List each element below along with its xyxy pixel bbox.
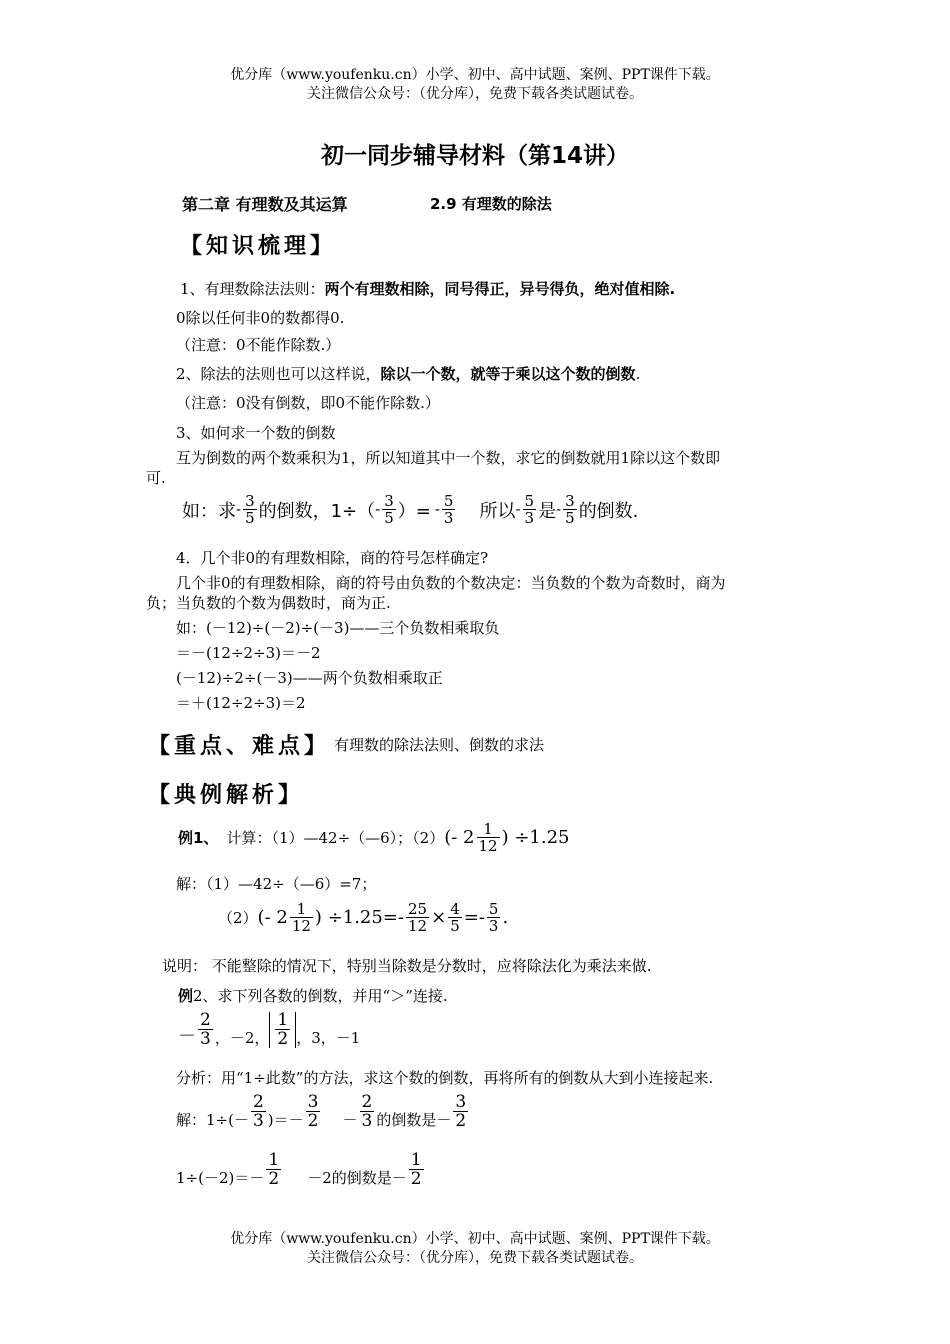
sol1-label: （2） [218,909,258,927]
ex-de-daoshu-2: 的倒数. [578,501,639,522]
keypoints-heading: 【重点、难点】 [148,734,331,759]
minus-sign: - [375,502,381,518]
sol2-b1: 1÷(－2)＝－ [176,1169,265,1187]
numerator: 2 [252,1092,264,1112]
fraction-2-3 [360,1094,375,1130]
denominator: 2 [410,1169,422,1189]
minus-sign: - [236,502,242,518]
item-4: 4．几个非0的有理数相除，商的符号怎样确定? [176,549,489,567]
fraction-1-12 [477,822,500,854]
numerator: 3 [245,492,255,510]
solution-1-line-2 [218,902,508,934]
denominator: 2 [307,1111,319,1131]
fraction-2-3 [198,1012,213,1048]
rule-2-end: . [635,365,641,383]
note-1: （注意：0不能作除数.） [176,336,341,354]
ex-shi: 是 [538,501,557,522]
page-title: 初一同步辅导材料（第14讲） [320,143,629,169]
sol1-open: (- 2 [257,907,288,928]
numerator: 5 [488,900,499,918]
sol2-b2: －2的倒数是－ [307,1169,407,1187]
denominator: 12 [291,917,311,935]
rule-1-bold: 两个有理数相除，同号得正，异号得负，绝对值相除. [324,280,676,298]
numerator: 5 [524,492,535,510]
numerator: 3 [384,492,394,510]
denominator: 3 [443,509,454,527]
period: . [502,907,509,928]
solution-2-line-2 [176,1152,426,1188]
rule-2-bold: 除以一个数，就等于乘以这个数的倒数 [380,365,636,383]
footer-line-2: 关注微信公众号：（优分库），免费下载各类试题试卷。 [307,1250,643,1266]
ex2-minus: － [178,1026,196,1047]
denominator: 2 [277,1029,289,1049]
footer-line-1: 优分库（www.youfenku.cn）小学、初中、高中试题、案例、PPT课件下载。 [230,1231,720,1247]
section-label: 2.9 有理数的除法 [430,195,552,213]
fraction-5-3 [442,494,456,526]
denominator: 2 [268,1169,280,1189]
keypoints-row [148,729,544,760]
denominator: 3 [200,1029,211,1049]
denominator: 12 [478,837,498,855]
fraction-5-3 [523,494,537,526]
denominator: 3 [524,509,535,527]
note-explanation: 说明： 不能整除的情况下，特别当除数是分数时，应将除法化为乘法来做. [162,957,652,975]
absolute-value [269,1012,296,1048]
item-3-text-b: 可. [146,469,166,487]
fraction-4-5 [448,902,462,934]
fraction-5-3 [487,902,501,934]
numerator: 2 [200,1010,211,1030]
denominator: 5 [450,917,460,935]
equals-minus: =- [463,907,485,928]
ex1-expr-close: ) ÷1.25 [501,827,570,848]
sol1-mid: ) ÷1.25=- [314,907,404,928]
fraction-3-5 [243,494,257,526]
numerator: 1 [268,1150,280,1170]
knowledge-heading: 【知识梳理】 [180,234,337,259]
denominator: 3 [252,1111,264,1131]
denominator: 3 [488,917,499,935]
fraction-1-2 [266,1152,281,1188]
numerator: 1 [410,1150,422,1170]
ex-paren-close: ）= [397,501,431,522]
ex2-end: ，3，－1 [296,1029,361,1047]
header-line-2: 关注微信公众号：（优分库），免费下载各类试题试卷。 [307,86,643,102]
sol2-a4: 的倒数是－ [376,1111,452,1129]
reciprocal-example [182,494,638,526]
item-4-text-a: 几个非0的有理数相除，商的符号由负数的个数决定：当负数的个数为奇数时，商为 [176,574,726,592]
sol2-a2: )＝－ [267,1111,304,1129]
analysis: 分析：用“1÷此数”的方法，求这个数的倒数，再将所有的倒数从大到小连接起来. [176,1069,714,1087]
denominator: 5 [565,509,575,527]
fraction-1-2 [275,1012,290,1048]
minus-sign: - [434,502,440,518]
solution-2-line-1 [176,1094,470,1130]
ex-suoyi: 所以 [479,501,516,522]
fraction-3-2 [453,1094,468,1130]
calc-line-4: ＝＋(12÷2÷3)＝2 [176,694,306,712]
numerator: 3 [565,492,575,510]
zero-rule: 0除以任何非0的数都得0. [176,309,345,327]
sol2-a3: － [342,1111,358,1129]
ex2-label: 例 [178,987,194,1005]
numerator: 5 [443,492,454,510]
numerator: 25 [408,900,428,918]
item-3: 3、如何求一个数的倒数 [176,424,336,442]
numerator: 1 [277,1010,289,1030]
denominator: 12 [408,917,428,935]
fraction-3-5 [382,494,396,526]
header-line-1: 优分库（www.youfenku.cn）小学、初中、高中试题、案例、PPT课件下载。 [230,67,720,83]
denominator: 5 [384,509,394,527]
item-4-text-b: 负；当负数的个数为偶数时，商为正. [146,594,391,612]
minus-sign: - [556,502,562,518]
ex1-expr-open: (- 2 [444,827,475,848]
ex2-text: 2、求下列各数的倒数，并用“＞”连接. [193,987,448,1005]
ex2-mid: ，－2， [214,1029,270,1047]
examples-heading: 【典例解析】 [148,783,305,808]
fraction-25-12 [406,902,429,934]
fraction-1-12 [290,902,313,934]
ex1-label: 例1、 [178,829,219,847]
numerator: 4 [450,900,460,918]
example-2-list [178,1012,360,1048]
numerator: 3 [455,1092,467,1112]
sol2-a1: 解：1÷(－ [176,1111,249,1129]
numerator: 2 [361,1092,373,1112]
fraction-3-2 [306,1094,321,1130]
example-1 [178,822,570,854]
item-3-text-a: 互为倒数的两个数乘积为1，所以知道其中一个数，求它的倒数就用1除以这个数即 [176,449,721,467]
numerator: 1 [483,820,493,838]
ex1-text: 计算：（1）—42÷（—6）；（2） [226,829,445,847]
keypoints-text: 有理数的除法法则、倒数的求法 [334,735,545,754]
denominator: 3 [361,1111,373,1131]
calc-line-1: 如：(－12)÷(－2)÷(－3)——三个负数相乘取负 [176,619,500,637]
denominator: 5 [245,509,255,527]
note-2: （注意：0没有倒数，即0不能作除数.） [176,394,440,412]
fraction-3-5 [563,494,577,526]
chapter-label: 第二章 有理数及其运算 [182,195,348,214]
times-sign: × [431,907,447,928]
numerator: 3 [307,1092,319,1112]
minus-sign: - [515,502,521,518]
rule-1-prefix: 1、有理数除法法则： [180,280,325,298]
rule-2-prefix: 2、除法的法则也可以这样说， [176,365,381,383]
example-2 [178,986,448,1006]
solution-1-line-1: 解：（1）—42÷（—6）=7； [176,875,377,893]
calc-line-2: ＝－(12÷2÷3)＝－2 [176,644,321,662]
rule-1 [180,279,675,299]
fraction-2-3 [251,1094,266,1130]
numerator: 1 [296,900,307,918]
ex-ru-qiu: 如：求 [182,501,236,522]
calc-line-3: (－12)÷2÷(－3)——两个负数相乘取正 [176,669,443,687]
denominator: 2 [455,1111,467,1131]
rule-2 [176,364,640,384]
fraction-1-2 [409,1152,424,1188]
ex-de-daoshu: 的倒数，1÷（ [258,501,376,522]
